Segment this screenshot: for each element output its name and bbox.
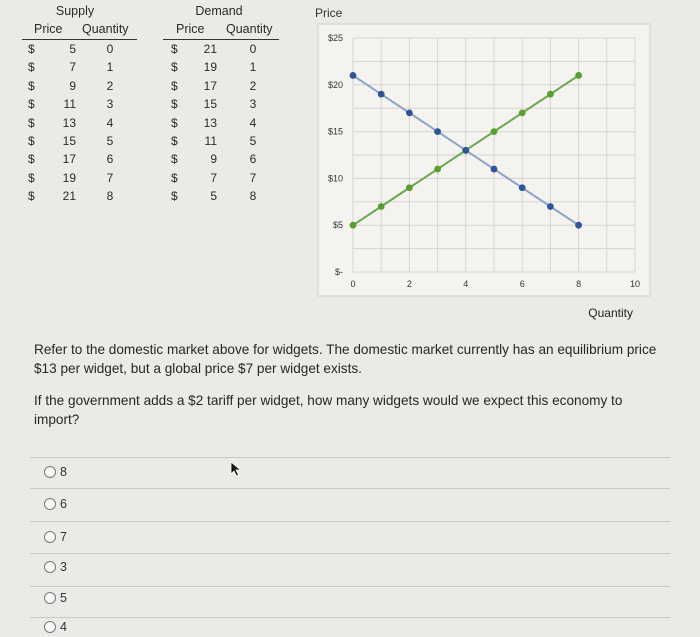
supply-quantity: 3: [106, 97, 114, 112]
answer-option[interactable]: [44, 494, 67, 514]
supply-table-title: Supply: [55, 4, 95, 18]
x-tick-label: 10: [629, 279, 641, 289]
supply-currency: $: [28, 115, 35, 130]
supply-currency: $: [28, 170, 35, 185]
supply-point: [434, 166, 441, 173]
demand-quantity: 1: [249, 60, 257, 75]
demand-table-title: Demand: [195, 4, 243, 18]
supply-price: 7: [69, 60, 76, 75]
y-tick-label: $5: [332, 220, 343, 231]
answer-option-label: 4: [60, 620, 67, 634]
mouse-cursor-icon: [230, 461, 242, 477]
answer-option[interactable]: [44, 527, 67, 547]
demand-quantity: 5: [249, 134, 257, 148]
y-tick-label: $-: [334, 267, 343, 277]
demand-currency: $: [171, 78, 178, 93]
demand-header-rule: [163, 39, 279, 40]
x-tick-label: 8: [576, 279, 582, 289]
supply-quantity: 2: [106, 78, 114, 93]
demand-currency: $: [171, 189, 178, 204]
supply-quantity-header: Quantity: [82, 22, 129, 36]
radio-button[interactable]: [44, 621, 56, 633]
demand-price: 17: [203, 78, 217, 93]
divider: [30, 586, 670, 587]
demand-quantity: 7: [249, 170, 257, 185]
supply-price-header: Price: [34, 22, 63, 36]
supply-demand-chart: [305, 0, 660, 320]
demand-currency: $: [171, 97, 178, 112]
divider: [30, 553, 670, 554]
supply-quantity: 4: [106, 115, 114, 130]
demand-price: 11: [204, 134, 217, 148]
radio-button[interactable]: [44, 561, 56, 573]
radio-button[interactable]: [44, 466, 56, 478]
supply-price: 5: [69, 42, 76, 56]
supply-currency: $: [28, 97, 35, 112]
demand-currency: $: [171, 60, 178, 75]
demand-price: 13: [203, 115, 217, 130]
demand-quantity-header: Quantity: [226, 22, 273, 36]
supply-quantity: 8: [106, 189, 114, 204]
y-tick-label: $25: [327, 33, 343, 43]
answer-option-label: 5: [60, 591, 67, 605]
demand-quantity: 0: [249, 42, 257, 56]
demand-currency: $: [171, 115, 178, 130]
supply-price: 17: [62, 152, 76, 167]
question-paragraph-1: Refer to the domestic market above for widgets. The domestic market currently has an equilibrium price $13 per widget, but a global price $7 per widget exists.: [34, 342, 657, 376]
chart-frame: [318, 24, 650, 296]
demand-point: [378, 91, 385, 98]
supply-quantity: 5: [106, 134, 114, 148]
supply-point: [491, 128, 498, 135]
supply-price: 13: [62, 115, 76, 130]
supply-point: [378, 203, 385, 210]
supply-currency: $: [28, 42, 35, 56]
divider: [30, 617, 670, 618]
supply-point: [406, 184, 413, 191]
supply-currency: $: [28, 152, 35, 167]
radio-button[interactable]: [44, 592, 56, 604]
demand-price: 19: [203, 60, 217, 75]
supply-quantity: 0: [106, 42, 114, 56]
chart-ylabel: Price: [315, 6, 343, 20]
answer-option-label: 6: [60, 497, 67, 511]
demand-point: [350, 72, 357, 79]
x-tick-label: 2: [406, 279, 412, 289]
demand-point: [462, 147, 469, 154]
demand-point: [491, 166, 498, 173]
supply-price: 15: [62, 134, 76, 148]
answer-option[interactable]: [44, 557, 67, 577]
demand-point: [434, 128, 441, 135]
supply-quantity: 1: [106, 60, 114, 75]
answer-option-label: 8: [60, 465, 67, 479]
supply-currency: $: [28, 60, 35, 75]
answer-option[interactable]: [44, 462, 67, 482]
demand-currency: $: [171, 170, 178, 185]
chart-xlabel: Quantity: [588, 306, 633, 320]
answer-option[interactable]: [44, 617, 67, 637]
supply-currency: $: [28, 78, 35, 93]
demand-price-header: Price: [176, 22, 205, 36]
x-tick-label: 4: [463, 279, 469, 289]
divider: [30, 488, 670, 489]
supply-currency: $: [28, 134, 35, 148]
radio-button[interactable]: [44, 498, 56, 510]
x-tick-label: 0: [350, 279, 356, 289]
supply-point: [575, 72, 582, 79]
supply-point: [519, 109, 526, 116]
y-tick-label: $10: [327, 173, 343, 184]
demand-point: [519, 184, 526, 191]
demand-price: 7: [210, 170, 217, 185]
supply-header-rule: [22, 39, 137, 40]
supply-point: [547, 91, 554, 98]
question-paragraph-2: If the government adds a $2 tariff per widget, how many widgets would we expect this economy to import?: [34, 393, 623, 427]
demand-point: [575, 222, 582, 229]
supply-point: [350, 222, 357, 229]
demand-currency: $: [171, 152, 178, 167]
demand-quantity: 3: [249, 97, 257, 112]
supply-price: 19: [62, 170, 76, 185]
supply-quantity: 7: [106, 170, 114, 185]
x-tick-label: 6: [519, 279, 525, 289]
demand-price: 21: [203, 42, 217, 56]
demand-quantity: 4: [249, 115, 257, 130]
radio-button[interactable]: [44, 531, 56, 543]
answer-option-label: 7: [60, 530, 67, 544]
demand-price: 15: [203, 97, 217, 112]
demand-quantity: 2: [249, 78, 257, 93]
y-tick-label: $15: [327, 126, 343, 137]
demand-quantity: 8: [249, 189, 257, 204]
answer-option[interactable]: [44, 588, 67, 608]
demand-point: [406, 109, 413, 116]
supply-price: 9: [69, 78, 76, 93]
supply-price: 21: [62, 189, 76, 204]
divider: [30, 457, 670, 458]
demand-price: 5: [210, 189, 217, 204]
demand-price: 9: [210, 152, 217, 167]
demand-point: [547, 203, 554, 210]
demand-quantity: 6: [249, 152, 257, 167]
answer-option-label: 3: [60, 560, 67, 574]
supply-currency: $: [28, 189, 35, 204]
y-tick-label: $20: [327, 79, 343, 90]
divider: [30, 521, 670, 522]
supply-quantity: 6: [106, 152, 114, 167]
demand-currency: $: [171, 134, 178, 148]
demand-currency: $: [171, 42, 178, 56]
supply-price: 11: [63, 97, 76, 112]
